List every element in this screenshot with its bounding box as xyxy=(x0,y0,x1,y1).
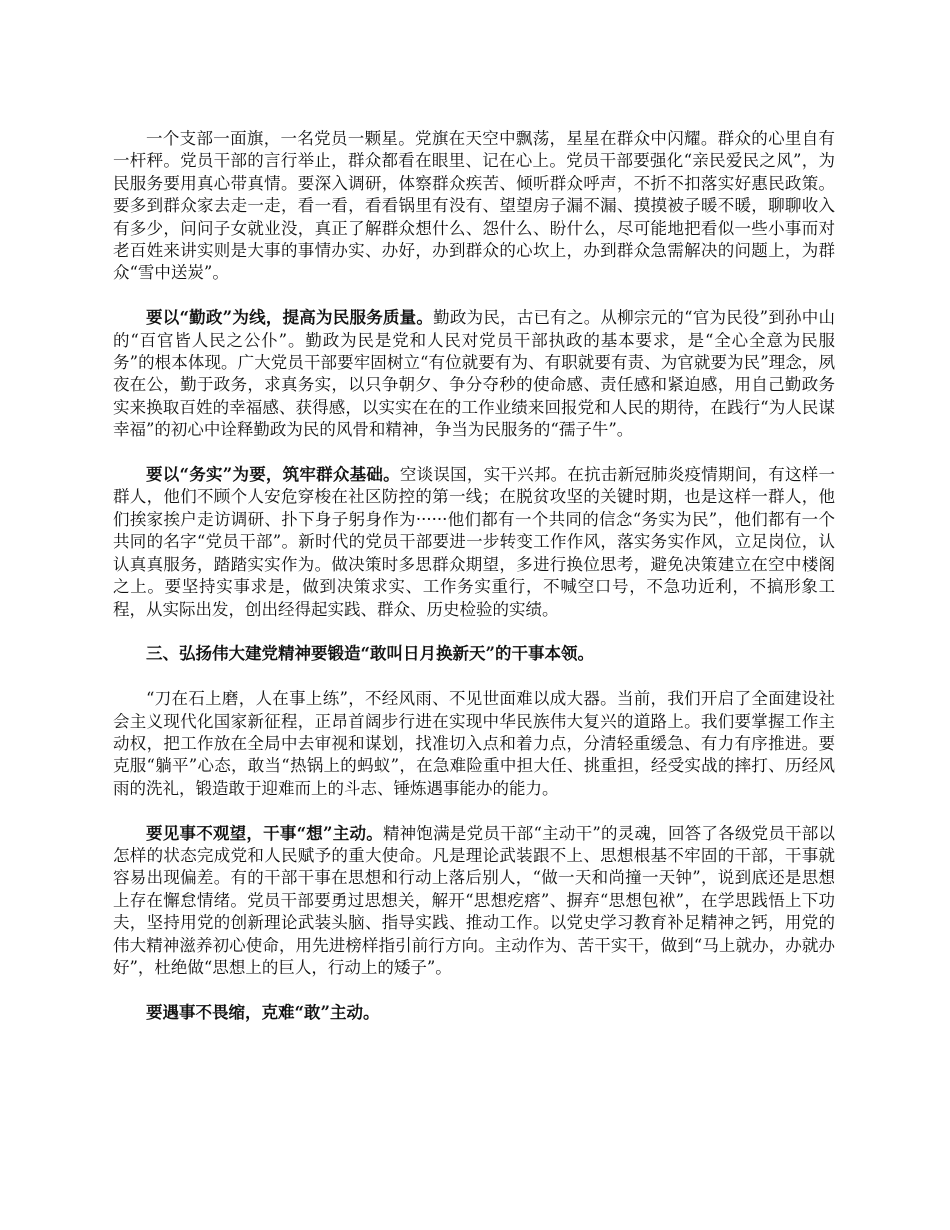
paragraph-text: “刀在石上磨，人在事上练”，不经风雨、不见世面难以成大器。当前，我们开启了全面建设社会主义现代化国家新征程，正昂首阔步行进在实现中华民族伟大复兴的道路上。我们要掌握工作主动权，把工作放在全局中去审视和谋划，找准切入点和着力点，分清轻重缓急、有力有序推进。要克服“躺平”心态，敢当“热锅上的蚂蚁”，在急难险重中担大任、挑重担，经受实战的摔打、历经风雨的洗礼，锻造敢于迎难而上的斗志、锤炼遇事能办的能力。 xyxy=(113,689,835,798)
paragraph-lead: 要以“勤政”为线，提高为民服务质量。 xyxy=(146,308,434,328)
paragraph-text: 一个支部一面旗，一名党员一颗星。党旗在天空中飘荡，星星在群众中闪耀。群众的心里自有一杆秤。党员干部的言行举止，群众都看在眼里、记在心上。党员干部要强化“亲民爱民之风”，为民服务要用真心带真情。要深入调研，体察群众疾苦、倾听群众呼声，不折不扣落实好惠民政策。要多到群众家去走一走，看一看，看看锅里有没有、望望房子漏不漏、摸摸被子暖不暖，聊聊收入有多少，问问子女就业没，真正了解群众想什么、怨什么、盼什么，尽可能地把看似一些小事而对老百姓来讲实则是大事的事情办实、办好，办到群众的心坎上，办到群众急需解决的问题上，为群众“雪中送炭”。 xyxy=(113,129,835,283)
paragraph-branch-flag xyxy=(113,128,835,285)
paragraph-lead: 要遇事不畏缩，克难“敢”主动。 xyxy=(146,1002,380,1022)
paragraph-temper-skills xyxy=(113,688,835,800)
paragraph-pragmatic xyxy=(113,464,835,621)
paragraph-proactive-thinking xyxy=(113,823,835,980)
paragraph-courage xyxy=(113,1002,835,1024)
paragraph-text: 空谈误国，实干兴邦。在抗击新冠肺炎疫情期间，有这样一群人，他们不顾个人安危穿梭在社区防控的第一线；在脱贫攻坚的关键时期，也是这样一群人，他们挨家挨户走访调研、扑下身子躬身作为······他们都有一个共同的信念“务实为民”，他们都有一个共同的名字“党员干部”。新时代的党员干部要进一步转变工作作风，落实务实作风，立足岗位，认认真真服务，踏踏实实作为。做决策时多思群众期望，多进行换位思考，避免决策建立在空中楼阁之上。要坚持实事求是，做到决策求实、工作务实重行，不喊空口号，不急功近利，不搞形象工程，从实际出发，创出经得起实践、群众、历史检验的实绩。 xyxy=(113,465,835,619)
paragraph-text: 精神饱满是党员干部“主动干”的灵魂，回答了各级党员干部以怎样的状态完成党和人民赋予的重大使命。凡是理论武装跟不上、思想根基不牢固的干部，干事就容易出现偏差。有的干部干事在思想和行动上落后别人，“做一天和尚撞一天钟”，说到底还是思想上存在懈怠情绪。党员干部要勇过思想关，解开“思想疙瘩”、摒弃“思想包袱”，在学思践悟上下功夫，坚持用党的创新理论武装头脑、指导实践、推动工作。以党史学习教育补足精神之钙，用党的伟大精神滋养初心使命，用先进榜样指引前行方向。主动作为、苦干实干，做到“马上就办，办就办好”，杜绝做“思想上的巨人，行动上的矮子”。 xyxy=(113,823,836,977)
document-page xyxy=(113,128,835,1047)
paragraph-lead: 要以“务实”为要，筑牢群众基础。 xyxy=(146,465,400,485)
paragraph-diligent-governance xyxy=(113,307,835,441)
paragraph-text: 勤政为民，古已有之。从柳宗元的“官为民役”到孙中山的“百官皆人民之公仆”。勤政为民是党和人民对党员干部执政的基本要求，是“全心全意为民服务”的根本体现。广大党员干部要牢固树立“有位就要有为、有职就要有责、为官就要为民”理念，夙夜在公，勤于政务，求真务实，以只争朝夕、争分夺秒的使命感、责任感和紧迫感，用自己勤政务实来换取百姓的幸福感、获得感，以实实在在的工作业绩来回报党和人民的期待，在践行“为人民谋幸福”的初心中诠释勤政为民的风骨和精神，争当为民服务的“孺子牛”。 xyxy=(113,308,836,440)
section-heading-three: 三、弘扬伟大建党精神要锻造“敢叫日月换新天”的干事本领。 xyxy=(146,644,594,664)
paragraph-lead: 要见事不观望，干事“想”主动。 xyxy=(146,823,383,843)
